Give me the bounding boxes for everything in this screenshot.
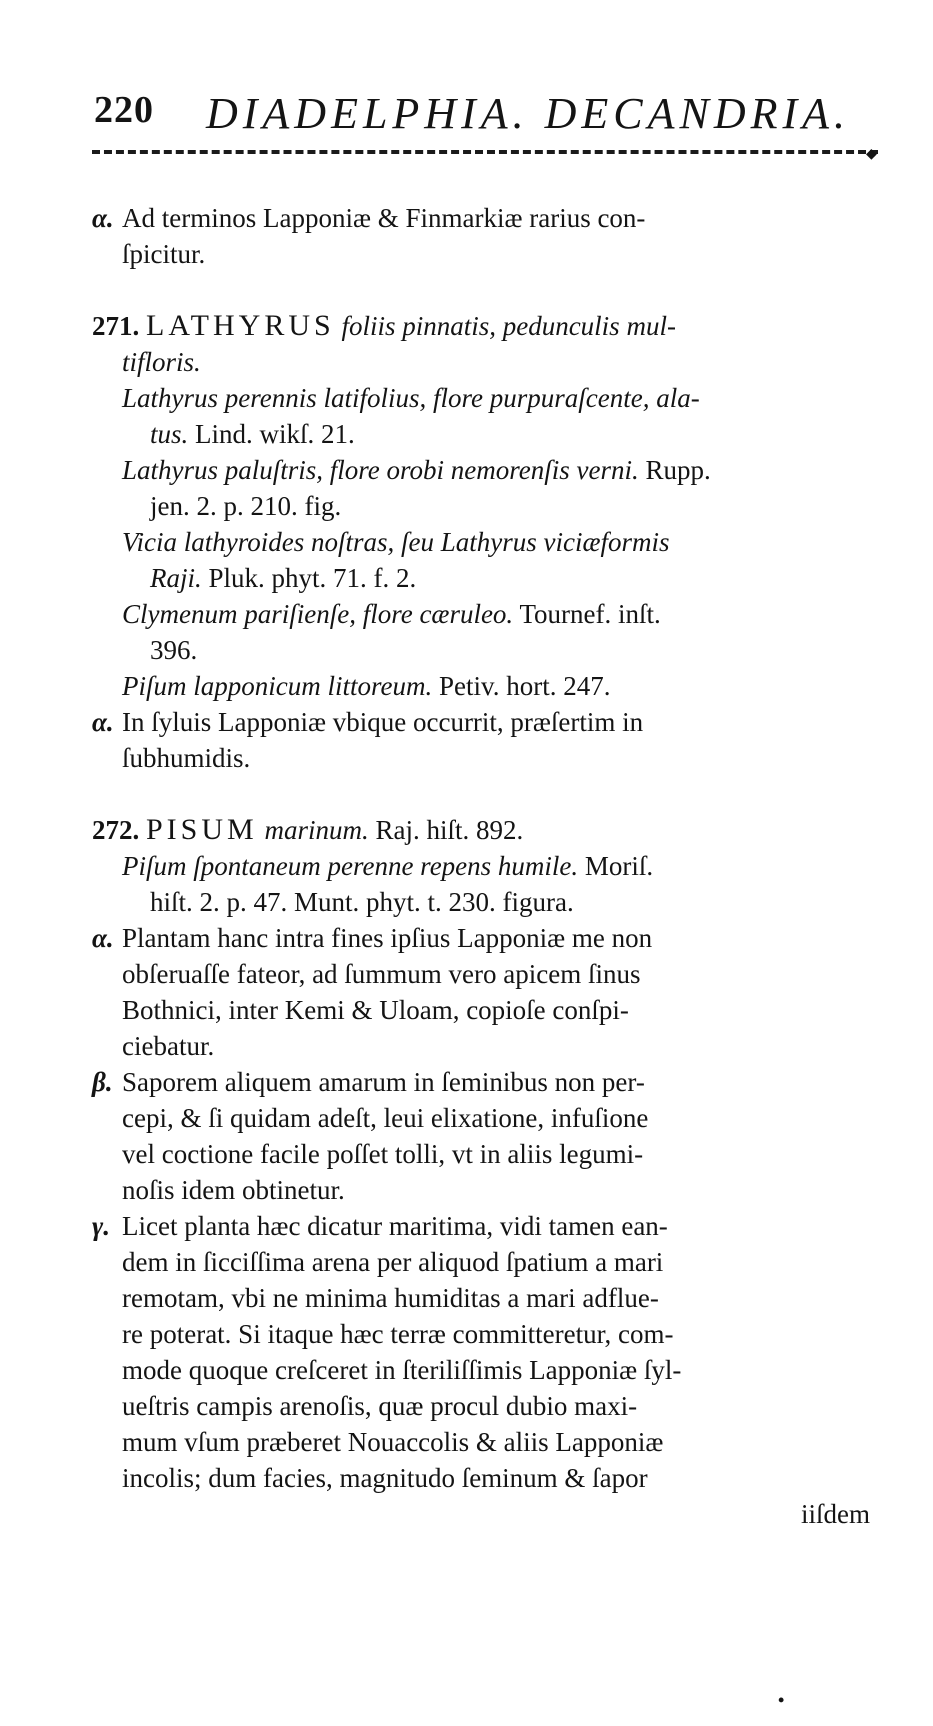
text-line: vel coctione facile poſſet tolli, vt in aliis legumi-	[122, 1139, 644, 1169]
catchword: iiſdem	[801, 1499, 870, 1529]
text-line: γ. Licet planta hæc dicatur maritima, vidi tamen ean-	[92, 1208, 878, 1244]
synonym-line: tus. Lind. wikſ. 21.	[150, 419, 355, 449]
spacer	[92, 776, 878, 812]
synonym-line: hiſt. 2. p. 47. Munt. phyt. t. 230. figura.	[150, 887, 574, 917]
text-line: β. Saporem aliquem amarum in ſeminibus non per-	[92, 1064, 878, 1100]
text-line: ciebatur.	[122, 1031, 215, 1061]
text-line: tifloris.	[122, 347, 201, 377]
text-line: mum vſum præberet Nouaccolis & aliis Lapponiæ	[122, 1427, 664, 1457]
page-body	[92, 200, 878, 1532]
text-line: remotam, vbi ne minima humiditas a mari adflue-	[122, 1283, 659, 1313]
text-line: α. Plantam hanc intra fines ipſius Lapponiæ me non	[92, 920, 878, 956]
synonym-line: Clymenum pariſienſe, flore cæruleo. Tournef. inſt.	[122, 599, 661, 629]
text-line: re poterat. Si itaque hæc terræ committeretur, com-	[122, 1319, 674, 1349]
text-line: ſpicitur.	[122, 239, 206, 269]
page-number: 220	[94, 89, 154, 131]
text-line: dem in ſicciſſima arena per aliquod ſpatium a mari	[122, 1247, 664, 1277]
header-rule	[92, 150, 878, 154]
text-line: incolis; dum facies, magnitudo ſeminum & ſapor	[122, 1463, 648, 1493]
paragraph-marker: α.	[92, 707, 114, 737]
synonym-line: jen. 2. p. 210. fig.	[150, 491, 342, 521]
text-line: obſeruaſſe fateor, ad ſummum vero apicem ſinus	[122, 959, 641, 989]
synonym-line: Raji. Pluk. phyt. 71. f. 2.	[150, 563, 417, 593]
species-number: 271.	[92, 311, 140, 341]
diagnosis: foliis pinnatis, pedunculis mul-	[341, 311, 676, 341]
ink-speck: •	[778, 1690, 785, 1710]
paragraph-marker: α.	[92, 203, 114, 233]
text-line: α. Ad terminos Lapponiæ & Finmarkiæ rarius con-	[92, 200, 878, 236]
species-heading	[92, 308, 878, 344]
synonym-line: Piſum ſpontaneum perenne repens humile. Moriſ.	[122, 851, 654, 881]
synonym-line: Lathyrus paluſtris, flore orobi nemorenſis verni. Rupp.	[122, 455, 711, 485]
synonym-line: 396.	[150, 635, 198, 665]
paragraph-marker: α.	[92, 923, 114, 953]
synonym-line: Piſum lapponicum littoreum. Petiv. hort. 247.	[122, 671, 611, 701]
running-head: DIADELPHIA. DECANDRIA.	[206, 89, 851, 138]
species-heading: 272. PISUM marinum. Raj. hiſt. 892.	[92, 813, 524, 846]
synonym-line: Vicia lathyroides noſtras, ſeu Lathyrus viciæformis	[122, 527, 670, 557]
paragraph-marker: β.	[92, 1067, 113, 1097]
text-line: Bothnici, inter Kemi & Uloam, copioſe conſpi-	[122, 995, 629, 1025]
text-line: cepi, & ſi quidam adeſt, leui elixatione, infuſione	[122, 1103, 649, 1133]
text-line: α. In ſyluis Lapponiæ vbique occurrit, præſertim in	[92, 704, 878, 740]
genus-name: LATHYRUS	[146, 309, 335, 342]
text-line: ſubhumidis.	[122, 743, 251, 773]
page-header	[94, 88, 874, 148]
spacer	[92, 272, 878, 308]
text-line: noſis idem obtinetur.	[122, 1175, 345, 1205]
text-line: ueſtris campis arenoſis, quæ procul dubio maxi-	[122, 1391, 638, 1421]
rule-end-ornament: ◆	[866, 147, 877, 162]
genus-name: PISUM	[146, 813, 258, 846]
text-line: mode quoque creſceret in ſteriliſſimis Lapponiæ ſyl-	[122, 1355, 682, 1385]
diagnosis: marinum.	[264, 815, 369, 845]
synonym-line: Lathyrus perennis latifolius, flore purpuraſcente, ala-	[122, 383, 700, 413]
species-number: 272.	[92, 815, 140, 845]
paragraph-marker: γ.	[92, 1211, 110, 1241]
